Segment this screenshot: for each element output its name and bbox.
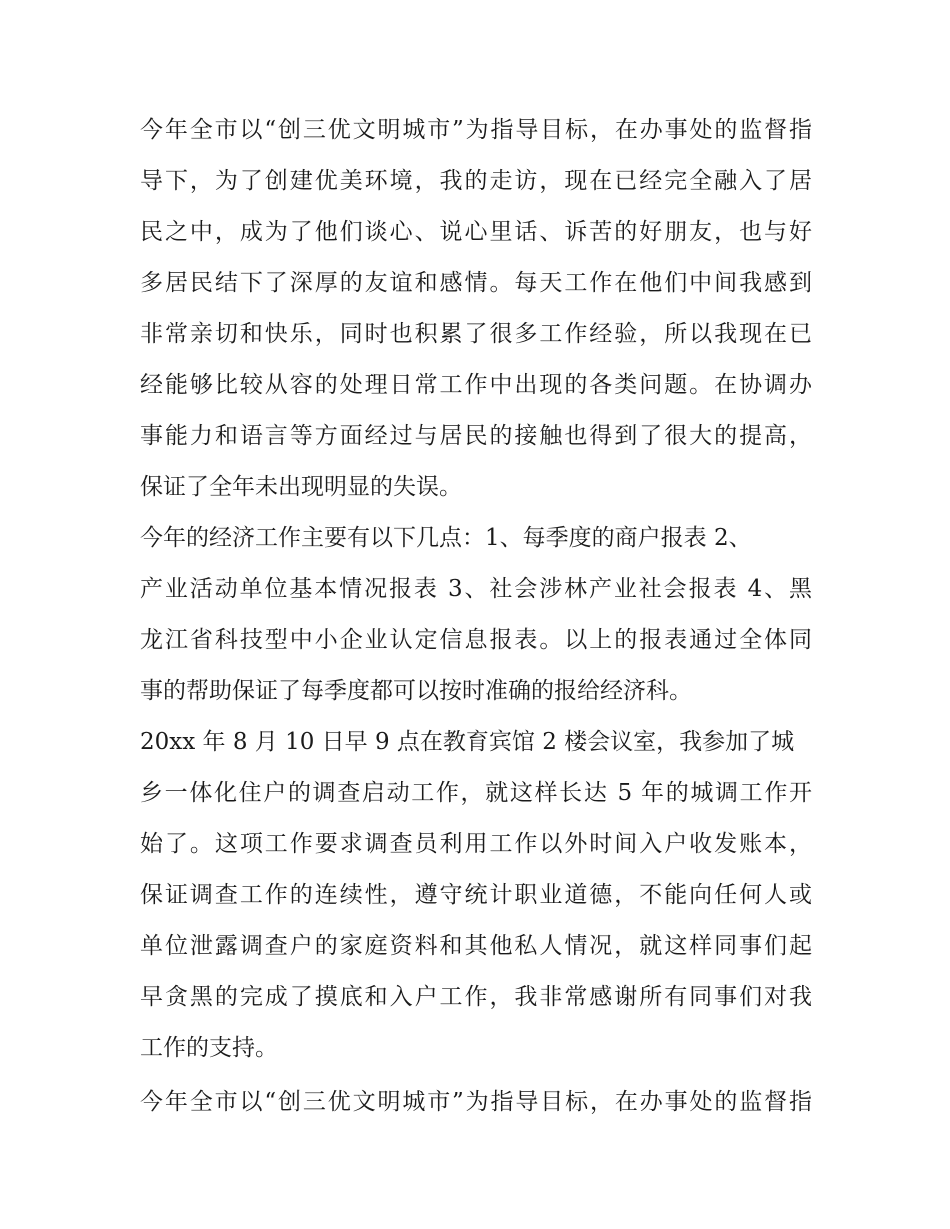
paragraph-line: 保证了全年未出现明显的失误。 (140, 474, 462, 500)
paragraph-line: 保证调查工作的连续性，遵守统计职业道德，不能向任何人或 (140, 882, 812, 908)
paragraph-line: 导下，为了创建优美环境，我的走访，现在已经完全融入了居 (140, 168, 812, 194)
paragraph-line: 乡一体化住户的调查启动工作，就这样长达 5 年的城调工作开 (140, 780, 812, 806)
paragraph-line: 多居民结下了深厚的友谊和感情。每天工作在他们中间我感到 (140, 270, 812, 296)
paragraph-line: 龙江省科技型中小企业认定信息报表。以上的报表通过全体同 (140, 627, 812, 653)
document-body (140, 105, 812, 1128)
paragraph-line: 经能够比较从容的处理日常工作中出现的各类问题。在协调办 (140, 372, 812, 398)
paragraph-line: 今年全市以“创三优文明城市”为指导目标，在办事处的监督指 (140, 1089, 812, 1115)
paragraph-3 (140, 717, 812, 1074)
paragraph-line: 工作的支持。 (140, 1035, 278, 1061)
paragraph-line: 早贪黑的完成了摸底和入户工作，我非常感谢所有同事们对我 (140, 984, 812, 1010)
paragraph-4 (140, 1077, 812, 1128)
paragraph-line: 今年全市以“创三优文明城市”为指导目标，在办事处的监督指 (140, 117, 812, 143)
paragraph-line: 始了。这项工作要求调查员利用工作以外时间入户收发账本， (140, 831, 812, 857)
paragraph-line: 非常亲切和快乐，同时也积累了很多工作经验，所以我现在已 (140, 321, 812, 347)
paragraph-line: 产业活动单位基本情况报表 3、社会涉林产业社会报表 4、黑 (140, 576, 812, 602)
paragraph-2 (140, 513, 812, 717)
paragraph-line: 事能力和语言等方面经过与居民的接触也得到了很大的提高， (140, 423, 812, 449)
paragraph-line: 单位泄露调查户的家庭资料和其他私人情况，就这样同事们起 (140, 933, 812, 959)
paragraph-line: 20xx 年 8 月 10 日早 9 点在教育宾馆 2 楼会议室，我参加了城 (140, 729, 795, 755)
paragraph-1 (140, 105, 812, 513)
paragraph-line: 事的帮助保证了每季度都可以按时准确的报给经济科。 (140, 678, 692, 704)
paragraph-line: 今年的经济工作主要有以下几点：1、每季度的商户报表 2、 (140, 525, 752, 551)
paragraph-line: 民之中，成为了他们谈心、说心里话、诉苦的好朋友，也与好 (140, 219, 812, 245)
